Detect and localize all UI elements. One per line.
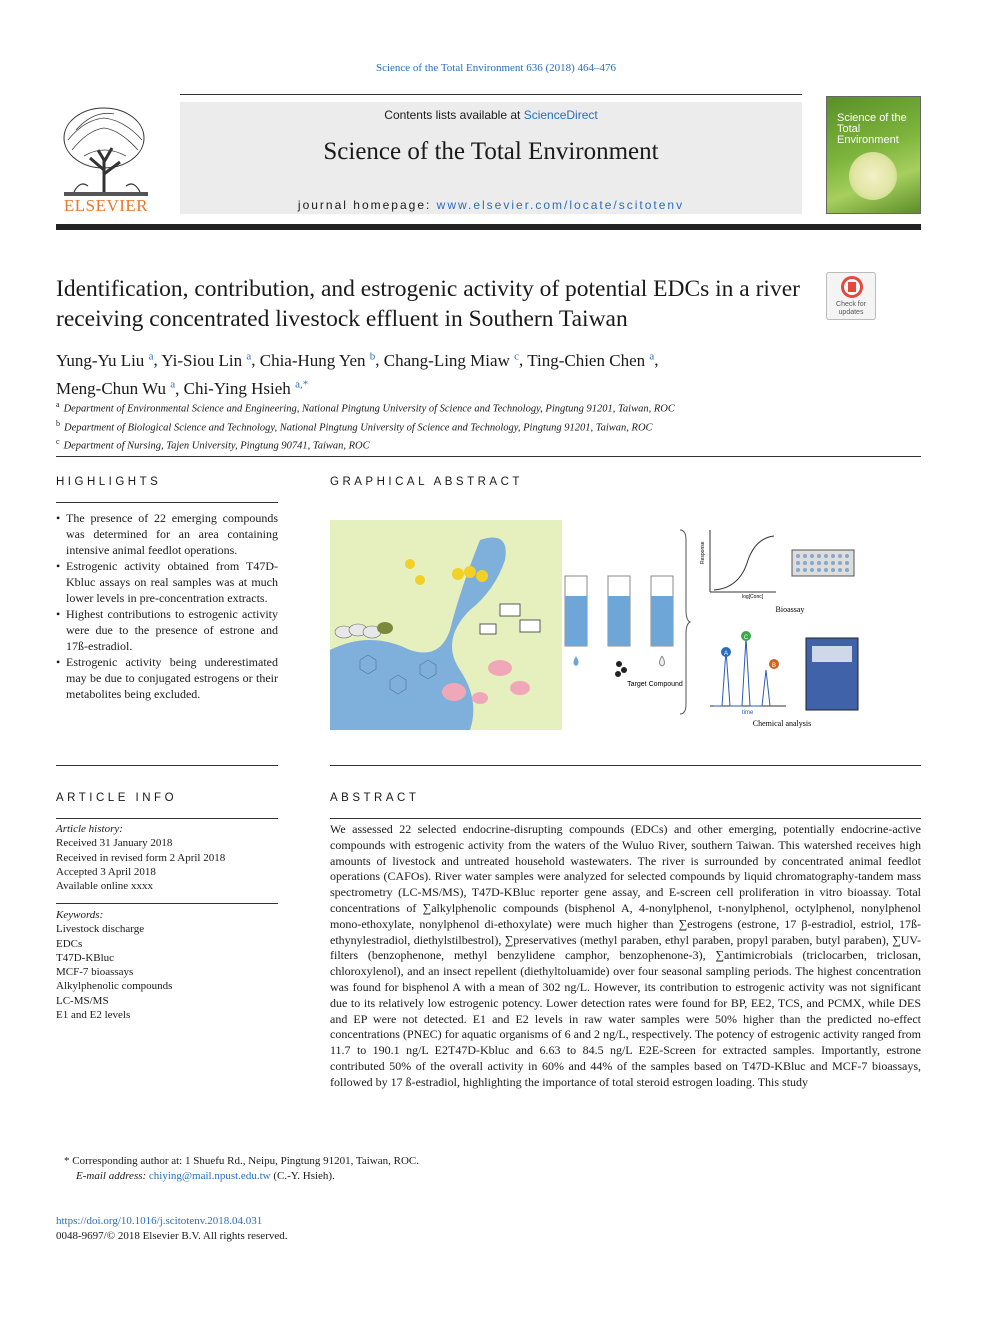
highlight-item: • The presence of 22 emerging compounds was determined for an area containing intensive animal feedlot operations.: [56, 510, 278, 558]
header-thick-rule: [56, 224, 921, 230]
bioassay-label: Bioassay: [775, 605, 805, 614]
author[interactable]: Meng-Chun Wu $^a$: [56, 378, 176, 399]
graphical-abstract-figure: [330, 520, 892, 732]
bioassay-y-label: Response: [700, 541, 706, 564]
keyword: Alkylphenolic compounds: [56, 980, 173, 993]
affiliation: $^b$ Department of Biological Science and Technology, National Pingtung University of Science and Technology, Pingtung 91201, Taiwan, ROC: [56, 418, 653, 433]
affiliation: $^c$ Department of Nursing, Tajen University, Pingtung 90741, Taiwan, ROC: [56, 437, 370, 452]
peak-label: A: [723, 651, 729, 657]
keyword: T47D-KBluc: [56, 951, 115, 964]
section-divider: [56, 456, 921, 457]
journal-title: Science of the Total Environment: [323, 138, 659, 165]
keywords-label: Keywords:: [56, 909, 104, 921]
cover-title: Science of the Total Environment: [837, 112, 907, 146]
abstract-rule: [330, 818, 921, 819]
author-list: Yung-Yu Liu $^a$, Yi-Siou Lin $^a$, Chia-Hung Yen $^b$, Chang-Ling Miaw $^c$, Ting-Chien Chen $^a$, Meng-Chun Wu $^a$, Chi-Ying Hsieh $^{a,*}$: [56, 350, 659, 399]
keyword: LC-MS/MS: [56, 994, 109, 1007]
check-for-updates-button[interactable]: [826, 272, 876, 320]
keyword: E1 and E2 levels: [56, 1009, 131, 1022]
author[interactable]: Ting-Chien Chen $^a$: [527, 350, 655, 370]
highlight-item: • Estrogenic activity being underestimated may be due to conjugated estrogens or their metabolites being excluded.: [56, 654, 278, 702]
affiliation: $^a$ Department of Environmental Science and Engineering, National Pingtung University of Science and Technology, Pingtung 91201, Taiwan, ROC: [56, 400, 675, 415]
author[interactable]: Chi-Ying Hsieh $^{a,*}$: [183, 378, 309, 399]
author[interactable]: Chia-Hung Yen $^b$: [259, 350, 376, 370]
footnote-marker: *: [64, 1155, 70, 1167]
duck: [377, 622, 393, 634]
history-label: Article history:: [56, 823, 123, 835]
history-item: Received in revised form 2 April 2018: [56, 851, 226, 864]
bioassay-x-label: log[Conc]: [742, 594, 764, 600]
article-history: [56, 822, 278, 893]
geese: [335, 624, 381, 638]
copyright: 0048-9697/© 2018 Elsevier B.V. All rights reserved.: [56, 1230, 288, 1242]
article-title: Identification, contribution, and estrogenic activity of potential EDCs in a river receiving concentrated livestock effluent in Southern Taiwan: [56, 276, 800, 332]
highlights-rule: [56, 502, 278, 503]
check-for-updates-label: Check for updates: [836, 301, 866, 316]
cover-flower-image: [849, 152, 897, 200]
chemical-analysis-label: Chemical analysis: [752, 719, 812, 728]
affiliations: [56, 398, 916, 454]
highlight-item: • Estrogenic activity obtained from T47D-Kbluc assays on real samples was at much lower levels in pre-concentration extracts.: [56, 558, 278, 606]
history-item: Received 31 January 2018: [56, 837, 173, 850]
keywords-rule: [56, 903, 278, 904]
chromatogram-peaks: [714, 638, 770, 706]
header-top-rule: [180, 94, 802, 95]
journal-citation[interactable]: Science of the Total Environment 636 (2018) 464–476: [375, 62, 617, 74]
doi-link[interactable]: https://doi.org/10.1016/j.scitotenv.2018.04.031: [56, 1215, 263, 1227]
graphical-abstract-heading: GRAPHICAL ABSTRACT: [330, 476, 523, 488]
time-label: time: [742, 710, 754, 716]
contents-line: Contents lists available at ScienceDirect: [384, 108, 598, 122]
peak-label: C: [743, 635, 749, 641]
well-plate: [792, 550, 854, 576]
article-info-rule: [56, 818, 278, 819]
highlight-item: • Highest contributions to estrogenic activity were due to the presence of estrone and 17ß-estradiol.: [56, 606, 278, 654]
instrument-panel: [812, 646, 852, 662]
author[interactable]: Yung-Yu Liu $^a$: [56, 350, 154, 370]
highlights-list: [56, 510, 278, 702]
peak-label: B: [771, 663, 777, 669]
section-divider: [330, 765, 921, 766]
history-item: Accepted 3 April 2018: [56, 865, 156, 878]
corresponding-address: Corresponding author at: 1 Shuefu Rd., Neipu, Pingtung 91201, Taiwan, ROC.: [72, 1155, 419, 1167]
author[interactable]: Yi-Siou Lin $^a$: [161, 350, 252, 370]
article-info-heading: ARTICLE INFO: [56, 792, 178, 804]
email-suffix: (C.-Y. Hsieh).: [273, 1170, 335, 1182]
corresponding-author-note: [56, 1154, 656, 1184]
article-footer: [56, 1214, 656, 1244]
journal-header: [180, 102, 802, 214]
author[interactable]: Chang-Ling Miaw $^c$: [383, 350, 519, 370]
email-link[interactable]: chiying@mail.npust.edu.tw: [148, 1170, 271, 1182]
highlights-heading: HIGHLIGHTS: [56, 476, 162, 488]
email-label: E-mail address:: [76, 1170, 147, 1182]
keyword: EDCs: [56, 937, 83, 950]
sciencedirect-link[interactable]: ScienceDirect: [523, 108, 598, 122]
homepage-link[interactable]: www.elsevier.com/locate/scitotenv: [436, 198, 685, 212]
abstract-text: We assessed 22 selected endocrine-disrupting compounds (EDCs) and other emerging, potentially endocrine-active compounds with estrogenic activity from the waters of the Wuluo River, southern Taiwan. This watershed receives high amounts of livestock and untreated household wastewaters. The river is surrounded by concentrated animal feedlot operations (CAFOs). River water samples were analyzed for selected compounds by liquid chromatography-tandem mass spectrometry (LC-MS/MS), T47D-KBluc reporter gene assay, and E-screen cell proliferation in vitro bioassay. Total concentrations of ∑alkylphenolic compounds (bisphenol A, 4-nonylphenol, t-nonylphenol, octylphenol, nonylphenol mono-ethoxylate, nonylphenol di-ethoxylate) were much higher than ∑estrogens (estrone, 17 β-estradiol, estriol, 17ß-ethynylestradiol, diethylstilbestrol), ∑preservatives (methyl paraben, ethyl paraben, propyl paraben, butyl paraben), ∑UV-filters (benzophenone, methyl benzylidene camphor, benzophenone-3), ∑antimicrobials (triclocarben, triclosan, chloroxylenol), and an insect repellent (diethyltoluamide) over four seasonal sampling periods. The highest concentration was found for bisphenol A with a mean of 302 ng/L. However, its contribution to estrogenic activity was not significant due to its relatively low estrogenic potency. Lower detection rates were found for BP, EE2, TCS, and PCMX, while DES and EP were not detected. E1 and E2 levels in raw water samples were 50% higher than the predicted no-effect concentrations (PNEC) for aquatic organisms of 6 and 2 ng/L, respectively. The potency of estrogenic activity ranged from 11.7 to 190.1 ng/L E2T47D-Kbluc and 6.63 to 84.5 ng/L E2E-Screen for extracted samples. Importantly, estrone contributed 50% of the overall activity in 60% and 44% of the samples based on T47D-KBluc and MCF-7 bioassays, followed by 17 ß-estradiol, highlighting the importance of total steroid estrogen loading. This study: [330, 822, 921, 1089]
section-divider: [56, 765, 278, 766]
keyword: MCF-7 bioassays: [56, 966, 134, 979]
abstract-heading: ABSTRACT: [330, 792, 420, 804]
target-compound-label: Target Compound: [627, 681, 683, 688]
bookmark-icon: [841, 276, 863, 298]
dose-response-curve: [714, 536, 774, 590]
history-item: Available online xxxx: [56, 880, 153, 893]
journal-cover[interactable]: [826, 96, 921, 214]
journal-homepage: journal homepage: www.elsevier.com/locate/scitotenv: [297, 198, 685, 212]
publisher-name: ELSEVIER: [63, 196, 149, 215]
keywords: [56, 908, 278, 1022]
keyword: Livestock discharge: [56, 923, 145, 936]
extraction-tubes: [565, 576, 673, 677]
